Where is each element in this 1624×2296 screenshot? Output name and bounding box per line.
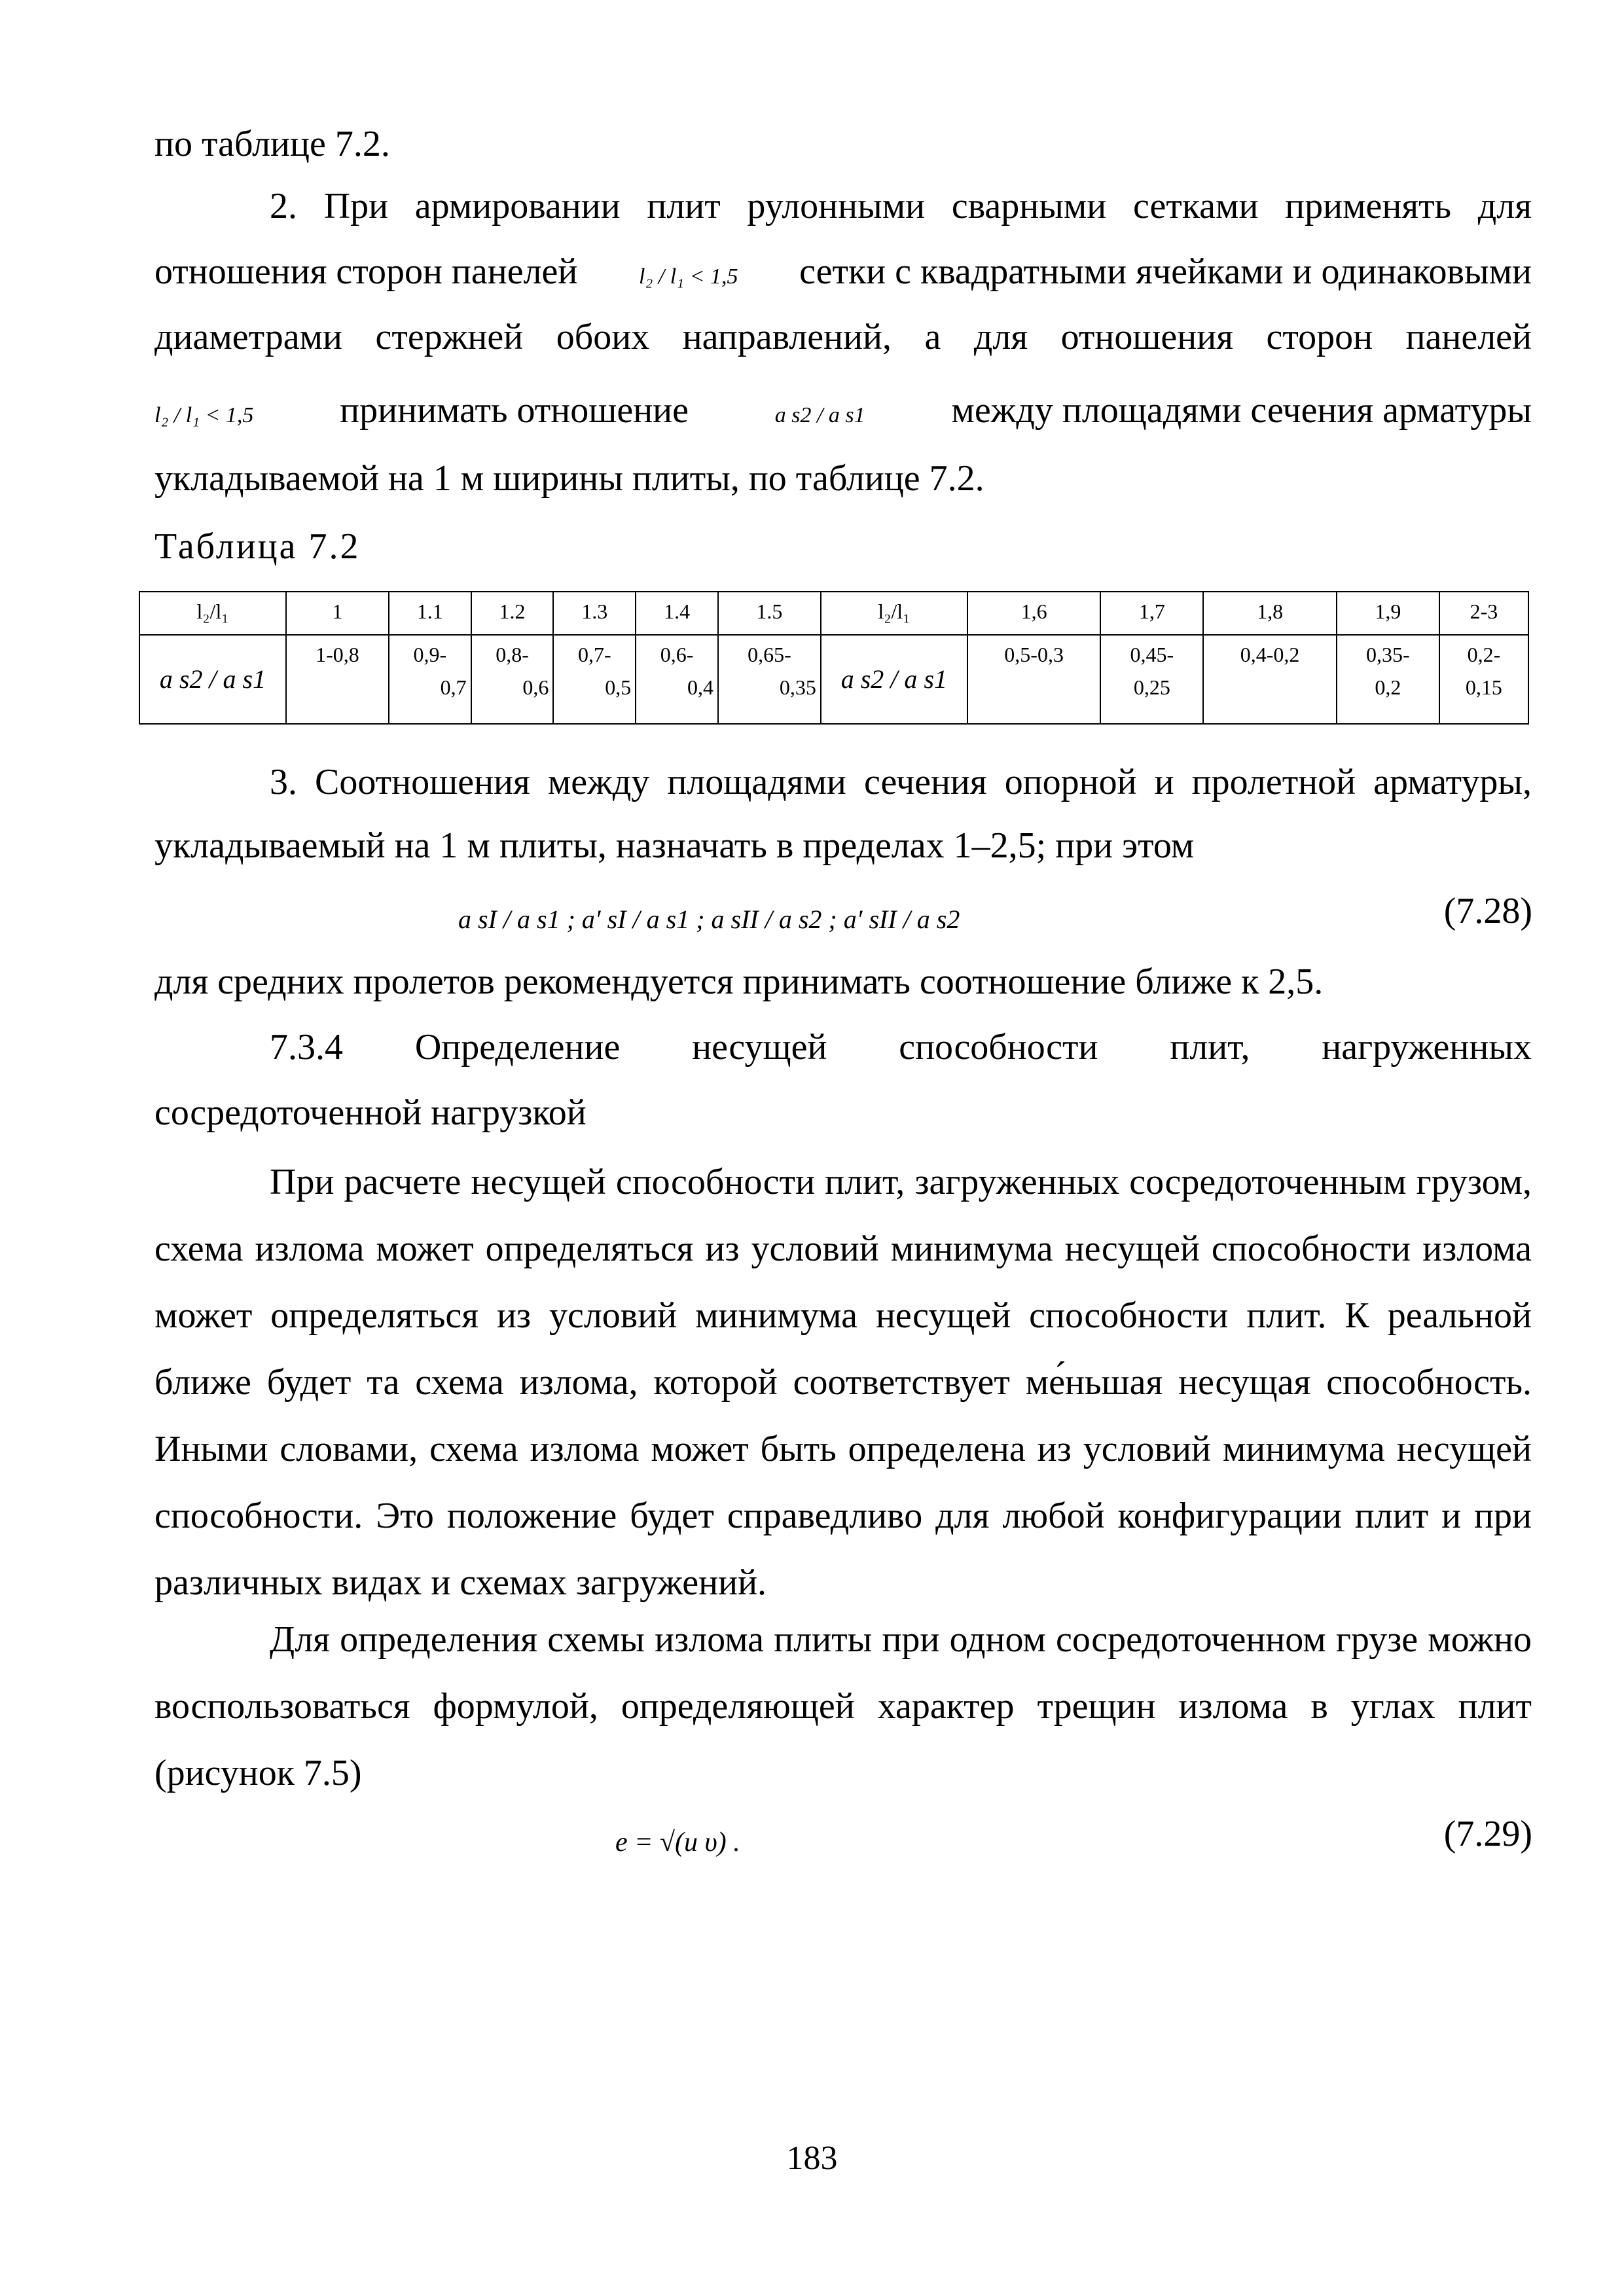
header-cell: 1.1 bbox=[389, 592, 471, 635]
row-label-left: a s2 / a s1 bbox=[139, 635, 286, 724]
section-word: способности bbox=[899, 1027, 1098, 1067]
item2-line3: диаметрами стержней обоих направлений, а для отношения сторон панелей bbox=[154, 317, 1532, 357]
value-top: 0,7- bbox=[577, 643, 611, 666]
ratio-formula-2: l₂ / l₁ < 1,5 bbox=[154, 403, 254, 427]
header-cell: 1 bbox=[286, 592, 389, 635]
value-top: 0,4-0,2 bbox=[1240, 643, 1300, 666]
value-top: 0,9- bbox=[413, 643, 447, 666]
header-cell: 1.2 bbox=[471, 592, 554, 635]
header-cell: 1,9 bbox=[1337, 592, 1439, 635]
value-cell bbox=[718, 635, 821, 724]
value-top: 0,45- bbox=[1130, 643, 1174, 666]
header-label-right: l₂/l₁ bbox=[821, 592, 967, 635]
item2-line4-text-b: между площадями сечения арматуры bbox=[951, 390, 1532, 431]
paragraph-1: При расчете несущей способности плит, загруженных сосредоточенным грузом, схема излома может определяться из условий минимума несущей способности излома может определяться из условий минимума несущей способности плит. К реальной ближе будет та схема излома, которой соответствует ме́ньшая несущая способность. Иными словами, схема излома может быть определена из условий минимума несущей способности. Это положение будет справедливо для любой конфигурации плит и при различных видах и схемах загружений. bbox=[154, 1162, 1532, 1603]
header-label-left: l₂/l₁ bbox=[139, 592, 286, 635]
value-bottom: 0,25 bbox=[1133, 675, 1170, 699]
value-top: 0,65- bbox=[748, 643, 791, 666]
formula-7-28: a sI / a s1 ; a′ sI / a s1 ; a sII / a s2 ; a′ sII / a s2 bbox=[458, 905, 960, 934]
value-top: 0,35- bbox=[1366, 643, 1410, 666]
section-heading bbox=[154, 1024, 1532, 1070]
value-top: 0,2- bbox=[1467, 643, 1501, 666]
value-cell bbox=[1203, 635, 1337, 724]
paragraph-2: Для определения схемы излома плиты при одном сосредоточенном грузе можно воспользоваться формулой, определяющей характер трещин излома в углах плит (рисунок 7.5) bbox=[154, 1619, 1532, 1793]
value-cell bbox=[553, 635, 636, 724]
header-cell: 1,6 bbox=[967, 592, 1101, 635]
equation-number-7-29: (7.29) bbox=[1443, 1814, 1532, 1854]
value-cell bbox=[471, 635, 554, 724]
value-cell bbox=[967, 635, 1101, 724]
item2-line5: укладываемой на 1 м ширины плиты, по таблице 7.2. bbox=[154, 458, 984, 499]
value-cell bbox=[286, 635, 389, 724]
item2-line2-text-b: сетки с квадратными ячейками и одинаковыми bbox=[799, 251, 1532, 292]
row-label-right: a s2 / a s1 bbox=[821, 635, 967, 724]
header-cell: 1.4 bbox=[636, 592, 718, 635]
table-header-row bbox=[139, 592, 1528, 635]
header-cell: 1.5 bbox=[718, 592, 821, 635]
value-top: 1-0,8 bbox=[316, 643, 359, 666]
item3-line2: укладываемый на 1 м плиты, назначать в пределах 1–2,5; при этом bbox=[154, 825, 1195, 866]
value-bottom: 0,7 bbox=[440, 675, 467, 699]
value-bottom: 0,2 bbox=[1375, 675, 1401, 699]
value-bottom: 0,5 bbox=[605, 675, 632, 699]
value-top: 0,6- bbox=[660, 643, 694, 666]
value-top: 0,5-0,3 bbox=[1004, 643, 1064, 666]
value-cell bbox=[636, 635, 718, 724]
value-cell bbox=[1100, 635, 1203, 724]
value-cell bbox=[389, 635, 471, 724]
value-cell bbox=[1337, 635, 1439, 724]
section-number: 7.3.4 bbox=[270, 1027, 343, 1067]
equation-number-7-28: (7.28) bbox=[1443, 891, 1532, 931]
item2-line2-text-a: отношения сторон панелей bbox=[154, 251, 578, 292]
item3-line3: для средних пролетов рекомендуется принимать соотношение ближе к 2,5. bbox=[154, 961, 1324, 1002]
header-cell: 1,8 bbox=[1203, 592, 1337, 635]
section-word: плит, bbox=[1170, 1027, 1250, 1067]
item2-line4 bbox=[154, 387, 1532, 439]
top-line: по таблице 7.2. bbox=[154, 124, 390, 164]
value-bottom: 0,4 bbox=[687, 675, 713, 699]
page-number: 183 bbox=[786, 2140, 838, 2177]
table-caption: Таблица 7.2 bbox=[154, 526, 361, 567]
header-cell: 2-3 bbox=[1439, 592, 1528, 635]
formula-7-29: e = √(u υ) . bbox=[615, 1827, 740, 1857]
value-bottom: 0,35 bbox=[779, 675, 816, 699]
value-cell bbox=[1439, 635, 1528, 724]
section-word: нагруженных bbox=[1322, 1027, 1532, 1067]
area-ratio-formula: a s2 / a s1 bbox=[774, 403, 865, 427]
table-data-row bbox=[139, 635, 1528, 724]
section-word: Определение bbox=[414, 1027, 621, 1067]
section-word: несущей bbox=[692, 1027, 827, 1067]
section-heading-line2: сосредоточенной нагрузкой bbox=[154, 1092, 586, 1133]
value-bottom: 0,6 bbox=[522, 675, 549, 699]
value-bottom: 0,15 bbox=[1465, 675, 1502, 699]
value-top: 0,8- bbox=[496, 643, 529, 666]
header-cell: 1,7 bbox=[1100, 592, 1203, 635]
item2-line4-text-a: принимать отношение bbox=[340, 390, 689, 431]
item3-line1: 3. Соотношения между площадями сечения опорной и пролетной арматуры, bbox=[270, 762, 1532, 802]
item2-line1: 2. При армировании плит рулонными сварными сетками применять для bbox=[270, 186, 1532, 226]
ratio-formula: l₂ / l₁ < 1,5 bbox=[639, 264, 738, 289]
table-7-2 bbox=[139, 591, 1529, 725]
header-cell: 1.3 bbox=[553, 592, 636, 635]
item2-line2 bbox=[154, 249, 1532, 300]
